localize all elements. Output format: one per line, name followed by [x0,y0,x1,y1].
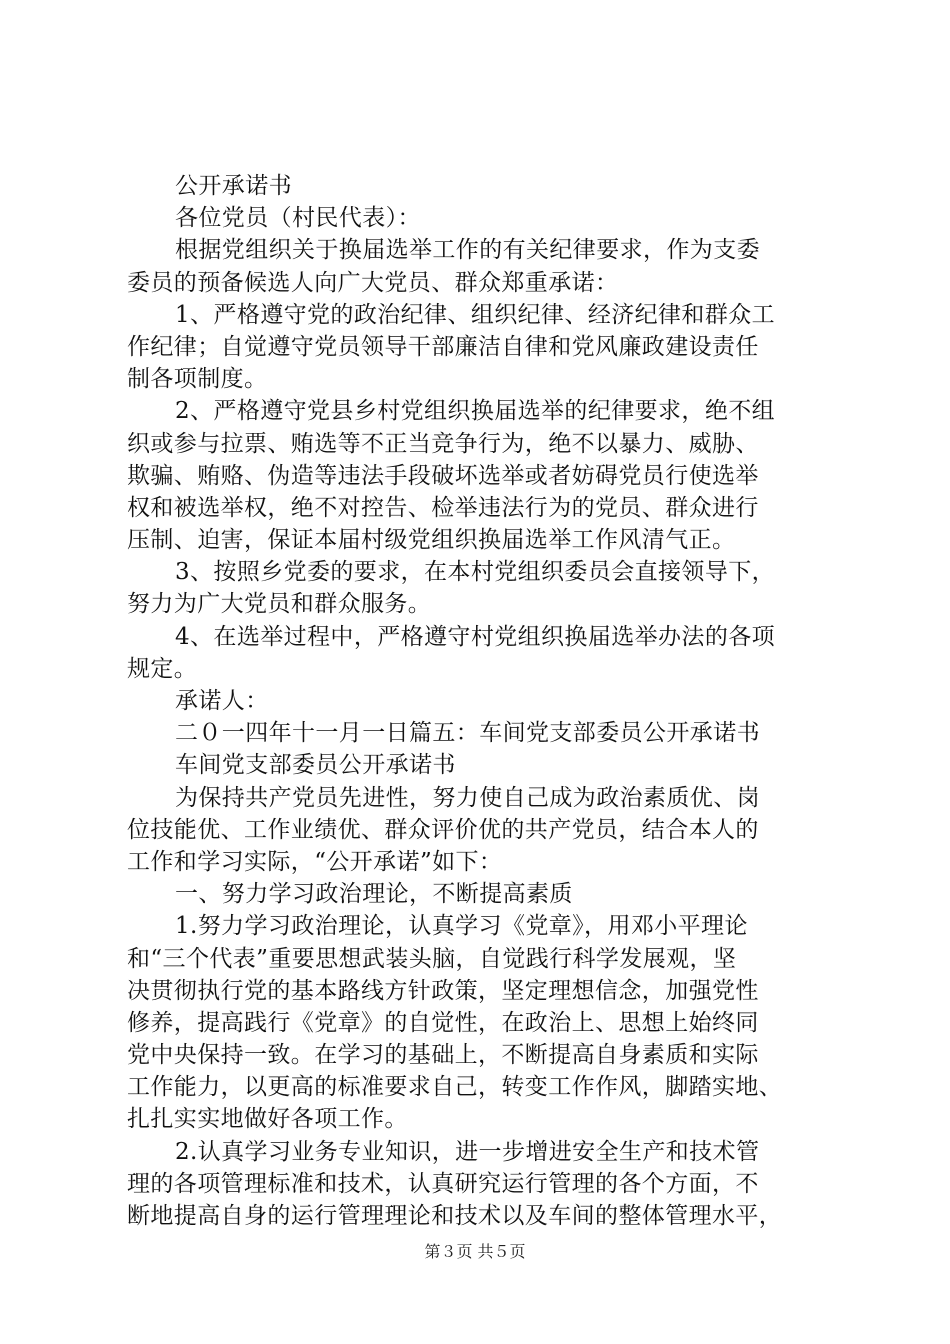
text-line: 扎扎实实地做好各项工作。 [127,1106,408,1133]
text-line: 权和被选举权，绝不对控告、检举违法行为的党员、群众进行 [127,494,759,521]
text-line: 决贯彻执行党的基本路线方针政策，坚定理想信念，加强党性 [127,977,759,1004]
text-line: 1、严格遵守党的政治纪律、组织纪律、经济纪律和群众工 [175,301,776,328]
text-line: 制各项制度。 [127,366,268,393]
text-line: 根据党组织关于换届选举工作的有关纪律要求，作为支委 [175,237,760,264]
text-line: 公开承诺书 [175,173,292,199]
text-line: 规定。 [127,655,198,682]
text-line: 位技能优、工作业绩优、群众评价优的共产党员，结合本人的 [127,816,759,843]
text-line: 为保持共产党员先进性，努力使自己成为政治素质优、岗 [175,784,760,811]
text-line: 各位党员（村民代表）： [175,205,421,232]
text-line: 理的各项管理标准和技术，认真研究运行管理的各个方面，不 [127,1170,759,1197]
text-line: 4、在选举过程中，严格遵守村党组织换届选举办法的各项 [175,623,776,650]
text-line: 一、努力学习政治理论，不断提高素质 [175,881,573,908]
page-footer: 第３页 共５页 [424,1242,526,1261]
text-line: 断地提高自身的运行管理理论和技术以及车间的整体管理水平， [127,1203,783,1229]
text-line: 党中央保持一致。在学习的基础上，不断提高自身素质和实际 [127,1042,759,1069]
text-line: 3、按照乡党委的要求，在本村党组织委员会直接领导下， [175,559,776,586]
text-line: 1.努力学习政治理论，认真学习《党章》，用邓小平理论 [175,913,748,940]
text-line: 承诺人： [175,688,269,714]
text-line: 二０一四年十一月一日篇五：车间党支部委员公开承诺书 [175,720,760,747]
text-line: 压制、迫害，保证本届村级党组织换届选举工作风清气正。 [127,527,736,554]
text-line: 工作和学习实际，“公开承诺”如下： [127,848,503,875]
text-line: 车间党支部委员公开承诺书 [175,752,456,779]
text-line: 修养，提高践行《党章》的自觉性，在政治上、思想上始终同 [127,1009,759,1036]
text-line: 工作能力，以更高的标准要求自己，转变工作作风，脚踏实地、 [127,1074,783,1101]
text-line: 欺骗、贿赂、伪造等违法手段破坏选举或者妨碍党员行使选举 [127,462,759,489]
text-line: 2、严格遵守党县乡村党组织换届选举的纪律要求，绝不组 [175,398,776,425]
text-line: 和“三个代表”重要思想武装头脑，自觉践行科学发展观，坚 [127,945,737,972]
text-line: 2.认真学习业务专业知识，进一步增进安全生产和技术管 [175,1138,760,1165]
text-line: 作纪律；自觉遵守党员领导干部廉洁自律和党风廉政建设责任 [127,333,759,360]
text-line: 织或参与拉票、贿选等不正当竞争行为，绝不以暴力、威胁、 [127,430,759,457]
text-line: 委员的预备候选人向广大党员、群众郑重承诺： [127,269,619,296]
document-body [127,170,827,1232]
text-line: 努力为广大党员和群众服务。 [127,591,432,618]
